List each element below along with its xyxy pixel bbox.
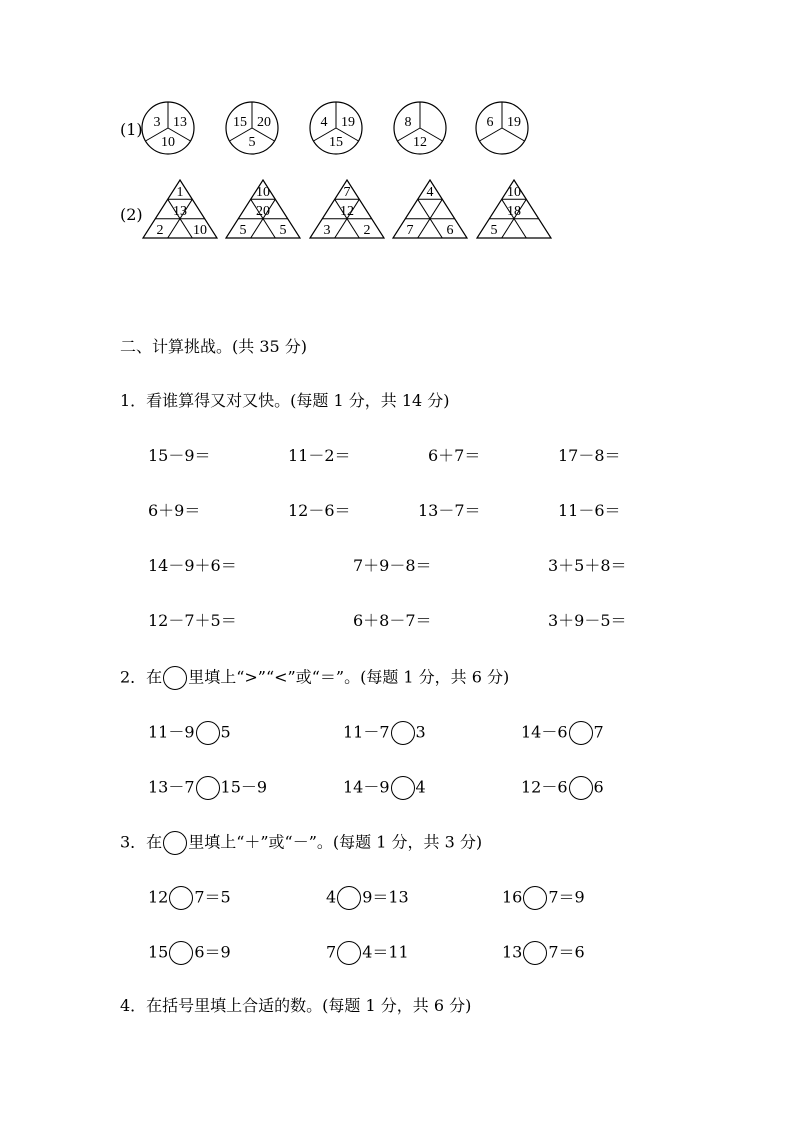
operator-item — [326, 941, 409, 965]
operator-item — [502, 886, 585, 910]
title-suffix: 里填上“＋”或“－”。(每题 1 分，共 3 分) — [188, 832, 483, 852]
expr-right: 7 — [593, 722, 604, 742]
triangle-top: 4 — [426, 185, 434, 200]
operator-item — [502, 941, 585, 965]
answer-circle[interactable] — [523, 941, 547, 965]
section-heading: 二、计算挑战。(共 35 分) — [120, 337, 308, 356]
expr-right: 6＝9 — [194, 942, 231, 962]
expr-right: 7＝9 — [548, 887, 585, 907]
compare-item — [343, 721, 426, 745]
number-circle — [394, 102, 446, 154]
expr-left: 14－9 — [343, 777, 390, 797]
question-3-title — [120, 831, 482, 855]
expr-right: 7＝5 — [194, 887, 231, 907]
equation: 11－2＝ — [288, 446, 351, 465]
triangle-right: 10 — [193, 223, 207, 238]
compare-item — [521, 776, 604, 800]
circle-value-b: 13 — [173, 115, 187, 130]
triangle-right: 5 — [279, 223, 287, 238]
circle-value-a: 6 — [486, 115, 494, 130]
circle-value-b: 19 — [341, 115, 355, 130]
expr-right: 5 — [220, 722, 231, 742]
equation: 11－6＝ — [558, 501, 621, 520]
triangle-top: 10 — [256, 185, 270, 200]
answer-circle[interactable] — [169, 941, 193, 965]
equation: 7＋9－8＝ — [353, 556, 432, 575]
triangle-left: 5 — [490, 223, 498, 238]
expr-right: 15－9 — [220, 777, 268, 797]
answer-circle — [163, 831, 187, 855]
number-circle — [142, 102, 194, 154]
circle-value-c: 12 — [413, 135, 427, 150]
expr-left: 7 — [326, 942, 337, 962]
triangle-left: 2 — [156, 223, 164, 238]
equation: 13－7＝ — [418, 501, 481, 520]
triangle-left: 3 — [323, 223, 331, 238]
number-circle — [476, 102, 528, 154]
number-triangle — [477, 180, 551, 238]
expr-left: 12 — [148, 887, 169, 907]
equation: 15－9＝ — [148, 446, 211, 465]
circle-value-b: 19 — [507, 115, 521, 130]
answer-circle[interactable] — [569, 776, 593, 800]
circle-value-b: 20 — [257, 115, 271, 130]
answer-circle[interactable] — [337, 886, 361, 910]
operator-item — [148, 886, 231, 910]
expr-right: 9＝13 — [362, 887, 409, 907]
triangle-top: 1 — [176, 185, 184, 200]
title-prefix: 2．在 — [120, 667, 163, 687]
equation: 6＋9＝ — [148, 501, 201, 520]
triangle-middle: 20 — [256, 204, 270, 219]
row-label-1: (1) — [120, 120, 143, 139]
triangle-middle: 12 — [340, 204, 354, 219]
circle-value-c: 15 — [329, 135, 343, 150]
triangle-right: 2 — [363, 223, 371, 238]
answer-circle[interactable] — [391, 721, 415, 745]
expr-left: 16 — [502, 887, 523, 907]
circle-value-c: 10 — [161, 135, 175, 150]
equation: 12－7＋5＝ — [148, 611, 237, 630]
triangle-middle: 18 — [507, 204, 521, 219]
number-triangle — [143, 180, 217, 238]
expr-left: 11－7 — [343, 722, 390, 742]
triangle-right: 6 — [446, 223, 454, 238]
expr-right: 6 — [593, 777, 604, 797]
question-4-title: 4．在括号里填上合适的数。(每题 1 分，共 6 分) — [120, 996, 472, 1015]
number-triangle — [393, 180, 467, 238]
circle-value-a: 3 — [153, 115, 161, 130]
equation: 3＋9－5＝ — [548, 611, 627, 630]
number-triangle — [226, 180, 300, 238]
compare-item — [148, 776, 267, 800]
compare-item — [343, 776, 426, 800]
triangle-top: 7 — [343, 185, 351, 200]
compare-item — [148, 721, 231, 745]
equation: 17－8＝ — [558, 446, 621, 465]
question-1-title: 1．看谁算得又对又快。(每题 1 分，共 14 分) — [120, 391, 450, 410]
answer-circle[interactable] — [391, 776, 415, 800]
circle-value-a: 8 — [404, 115, 412, 130]
expr-left: 14－6 — [521, 722, 568, 742]
expr-right: 4 — [415, 777, 426, 797]
number-triangle — [310, 180, 384, 238]
expr-left: 4 — [326, 887, 337, 907]
circle-value-a: 4 — [320, 115, 328, 130]
expr-right: 7＝6 — [548, 942, 585, 962]
answer-circle — [163, 666, 187, 690]
compare-item — [521, 721, 604, 745]
triangle-top: 10 — [507, 185, 521, 200]
answer-circle[interactable] — [169, 886, 193, 910]
number-circle — [226, 102, 278, 154]
triangle-middle: 13 — [173, 204, 187, 219]
expr-left: 13 — [502, 942, 523, 962]
circle-value-a: 15 — [233, 115, 247, 130]
answer-circle[interactable] — [337, 941, 361, 965]
question-2-title — [120, 666, 509, 690]
operator-item — [148, 941, 231, 965]
expr-left: 11－9 — [148, 722, 195, 742]
number-circle — [310, 102, 362, 154]
circle-value-c: 5 — [248, 135, 256, 150]
answer-circle[interactable] — [196, 776, 220, 800]
expr-right: 3 — [415, 722, 426, 742]
equation: 3＋5＋8＝ — [548, 556, 627, 575]
answer-circle[interactable] — [569, 721, 593, 745]
number-puzzles — [0, 0, 794, 260]
answer-circle[interactable] — [196, 721, 220, 745]
equation: 6＋8－7＝ — [353, 611, 432, 630]
triangle-left: 7 — [406, 223, 414, 238]
row-label-2: (2) — [120, 205, 143, 224]
answer-circle[interactable] — [523, 886, 547, 910]
expr-left: 13－7 — [148, 777, 195, 797]
triangle-left: 5 — [239, 223, 247, 238]
equation: 14－9＋6＝ — [148, 556, 237, 575]
expr-right: 4＝11 — [362, 942, 409, 962]
equation: 6＋7＝ — [428, 446, 481, 465]
title-suffix: 里填上“>”“<”或“＝”。(每题 1 分，共 6 分) — [188, 667, 510, 687]
expr-left: 15 — [148, 942, 169, 962]
title-prefix: 3．在 — [120, 832, 163, 852]
operator-item — [326, 886, 409, 910]
expr-left: 12－6 — [521, 777, 568, 797]
equation: 12－6＝ — [288, 501, 351, 520]
